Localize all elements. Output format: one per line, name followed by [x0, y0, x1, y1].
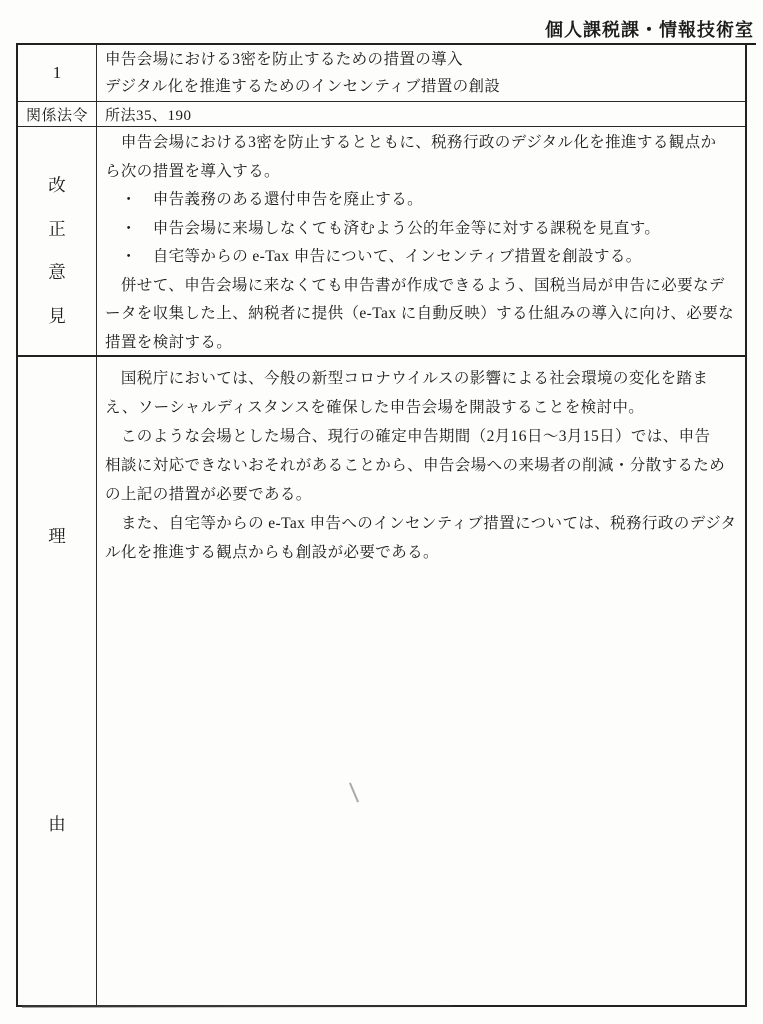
- item-title-row: [18, 45, 745, 102]
- text-line: ータを収集した上、納税者に提供（e-Tax に自動反映）する仕組みの導入に向け、必要な: [105, 305, 735, 322]
- bullet-line: ・ 申告会場に来場しなくても済むよう公的年金等に対する課税を見直す。: [105, 219, 661, 237]
- revision-opinion-content-cell: [97, 127, 745, 355]
- reason-content-cell: [97, 357, 745, 1005]
- item-title-cell: [97, 45, 745, 101]
- related-law-label-cell: [18, 102, 97, 126]
- text-line: ル化を推進する観点からも創設が必要である。: [105, 544, 439, 561]
- item-number-cell: [18, 45, 97, 101]
- text-line: このような会場とした場合、現行の確定申告期間（2月16日～3月15日）では、申告: [105, 428, 711, 445]
- reason-label-cell: [18, 357, 97, 1005]
- related-law-content: 所法35、190: [105, 107, 192, 124]
- vertical-label-char: 理: [48, 526, 66, 546]
- revision-opinion-row: [18, 127, 745, 357]
- text-line: ら次の措置を導入する。: [105, 162, 280, 180]
- text-line: 申告会場における3密を防止するとともに、税務行政のデジタル化を推進する観点か: [105, 134, 717, 151]
- item-number: 1: [52, 63, 62, 82]
- related-law-label: 関係法令: [25, 107, 88, 124]
- department-title: 個人課税課・情報技術室: [543, 16, 756, 45]
- revision-opinion-label-cell: [18, 127, 97, 355]
- vertical-label-char: 意: [48, 262, 66, 283]
- reason-row: [18, 357, 745, 1005]
- vertical-label-char: 由: [48, 814, 66, 834]
- text-line: 国税庁においては、今般の新型コロナウイルスの影響による社会環境の変化を踏ま: [105, 370, 709, 387]
- bullet-line: ・ 自宅等からの e-Tax 申告について、インセンティブ措置を創設する。: [105, 248, 642, 265]
- related-law-content-cell: [97, 102, 745, 126]
- text-line: また、自宅等からの e-Tax 申告へのインセンティブ措置については、税務行政のデジタ: [105, 515, 737, 532]
- text-line: 併せて、申告会場に来なくても申告書が作成できるよう、国税当局が申告に必要なデ: [105, 276, 725, 294]
- text-line: の上記の措置が必要である。: [105, 486, 312, 503]
- text-line: 措置を検討する。: [105, 333, 233, 351]
- item-title-line: デジタル化を推進するためのインセンティブ措置の創設: [105, 78, 501, 95]
- vertical-label-char: 見: [48, 305, 66, 326]
- vertical-label-char: 正: [48, 218, 66, 239]
- revision-proposal-table: [16, 43, 747, 1007]
- bullet-line: ・ 申告義務のある還付申告を廃止する。: [105, 191, 424, 208]
- text-line: え、ソーシャルディスタンスを確保した申告会場を開設することを検討中。: [105, 399, 645, 416]
- text-line: 相談に対応できないおそれがあることから、申告会場への来場者の削減・分散するため: [105, 457, 726, 474]
- related-law-row: [18, 102, 745, 127]
- scan-artifact-smudge: [22, 1005, 452, 1008]
- item-title-line: 申告会場における3密を防止するための措置の導入: [105, 51, 463, 68]
- vertical-label-char: 改: [48, 175, 66, 196]
